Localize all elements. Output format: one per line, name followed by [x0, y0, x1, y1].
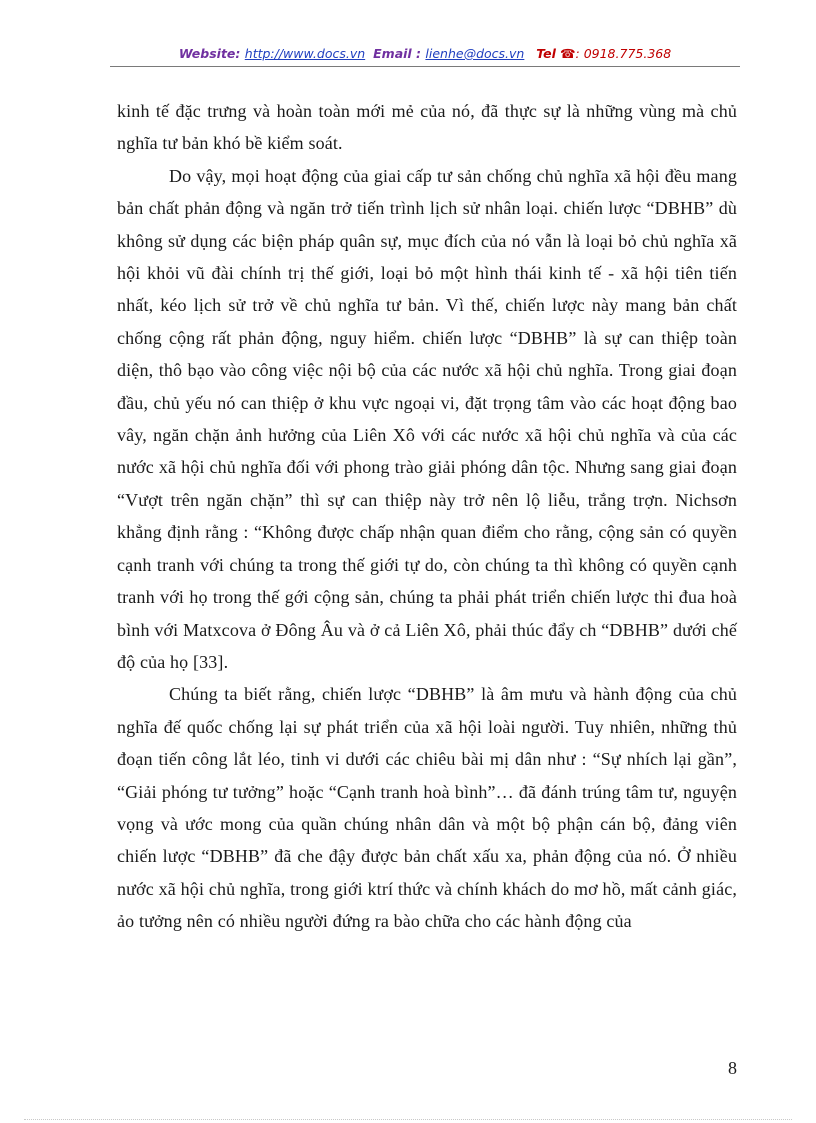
tel-number: 0918.775.368	[583, 46, 672, 61]
email-separator: :	[411, 46, 426, 61]
paragraph: Chúng ta biết rằng, chiến lược “DBHB” là âm mưu và hành động của chủ nghĩa đế quốc chống lại sự phát triển của xã hội loài người. Tuy nhiên, những thủ đoạn tiến công lắt léo, tinh vi dưới các chiêu bài mị dân như : “Sự nhích lại gần”, “Giải phóng tư tưởng” hoặc “Cạnh tranh hoà bình”… đã đánh trúng tâm tư, nguyện vọng và ước mong của quần chúng nhân dân và một bộ phận cán bộ, đảng viên chiến lược “DBHB” đã che đậy được bản chất xấu xa, phản động của nó. Ở nhiều nước xã hội chủ nghĩa, trong giới ktrí thức và chính khách do mơ hồ, mất cảnh giác, ảo tưởng nên có nhiều người đứng ra bào chữa cho các hành động của	[117, 684, 737, 932]
website-label: Website	[178, 46, 236, 61]
email-label: Email	[373, 46, 412, 61]
header-divider	[110, 66, 740, 67]
paragraph: Do vậy, mọi hoạt động của giai cấp tư sản chống chủ nghĩa xã hội đều mang bản chất phản động và ngăn trở tiến trình lịch sử nhân loại. chiến lược “DBHB” dù không sử dụng các biện pháp quân sự, mục đích của nó vẫn là loại bỏ chủ nghĩa xã hội khỏi vũ đài chính trị thế giới, loại bỏ một hình thái kinh tế - xã hội tiên tiến nhất, kéo lịch sử trở về chủ nghĩa tư bản. Vì thế, chiến lược này mang bản chất chống cộng rất phản động, nguy hiểm. chiến lược “DBHB” là sự can thiệp toàn diện, thô bạo vào công việc nội bộ của các nước xã hội chủ nghĩa. Trong giai đoạn đầu, chủ yếu nó can thiệp ở khu vực ngoại vi, đặt trọng tâm vào các hoạt động bao vây, ngăn chặn ảnh hưởng của Liên Xô với các nước xã hội chủ nghĩa và của các nước xã hội chủ nghĩa đối với phong trào giải phóng dân tộc. Nhưng sang giai đoạn “Vượt trên ngăn chặn” thì sự can thiệp này trở nên lộ liễu, trắng trợn. Nichsơn khẳng định rằng : “Không được chấp nhận quan điểm cho rằng, cộng sản có quyền cạnh tranh với chúng ta trong thế giới tự do, còn chúng ta thì không có quyền cạnh tranh với họ trong thế gới cộng sản, chúng ta phải phát triển chiến lược thi đua hoà bình với Matxcova ở Đông Âu và ở cả Liên Xô, phải thúc đẩy ch “DBHB” dưới chế độ của họ [33].	[117, 165, 737, 672]
document-body	[117, 95, 737, 938]
paragraph-continued: kinh tế đặc trưng và hoàn toàn mới mẻ của nó, đã thực sự là những vùng mà chủ nghĩa tư bản khó bề kiểm soát.	[117, 101, 737, 154]
page-number: 8	[728, 1058, 737, 1078]
page-header	[110, 46, 740, 61]
email-link[interactable]: lienhe@docs.vn	[425, 46, 525, 61]
tel-separator: :	[575, 46, 584, 61]
page-bottom-border	[24, 1119, 792, 1120]
website-separator: :	[235, 46, 245, 61]
tel-label: Tel	[536, 46, 556, 61]
phone-icon: ☎	[559, 46, 576, 61]
website-link[interactable]: http://www.docs.vn	[244, 46, 366, 61]
